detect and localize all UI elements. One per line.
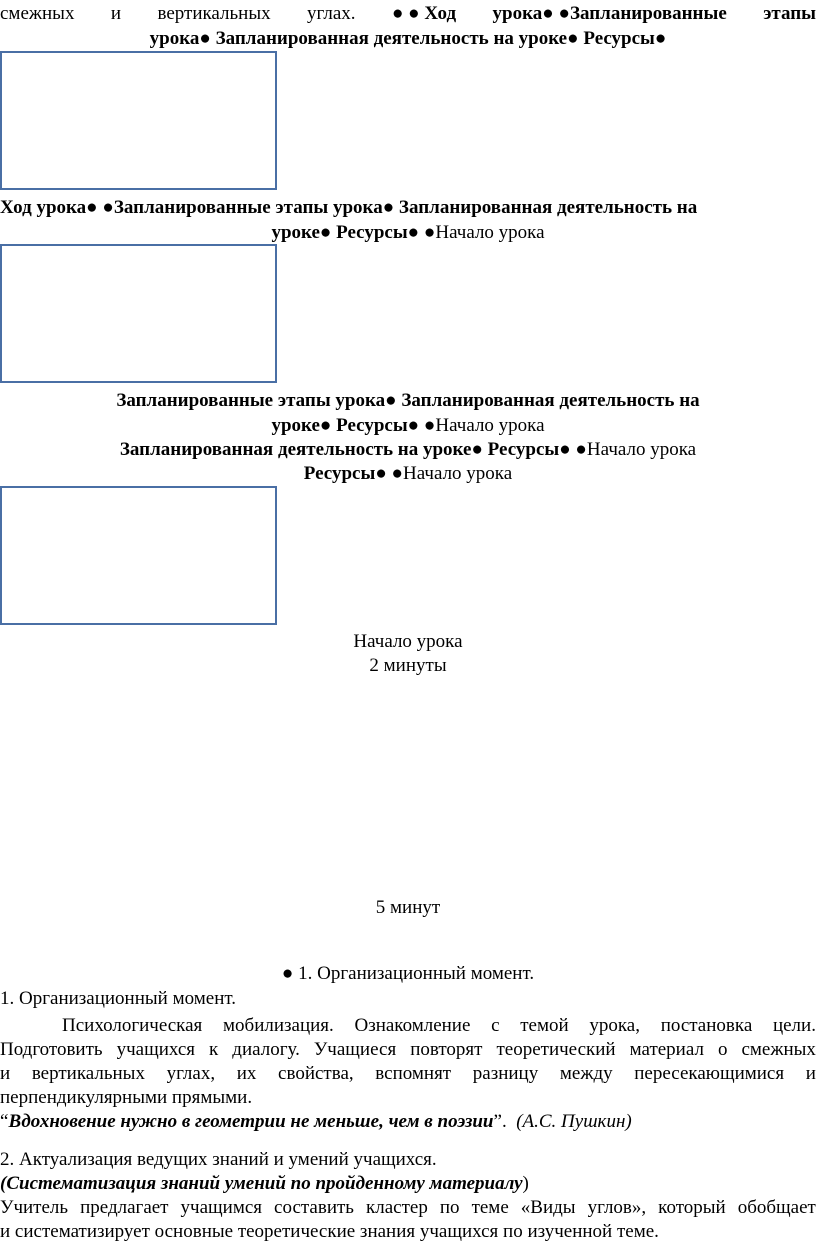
word: и bbox=[805, 1063, 816, 1084]
block3-bold: уроке● Ресурсы● ● bbox=[271, 415, 436, 436]
section-heading-2: 2. Актуализация ведущих знаний и умений учащихся. bbox=[0, 1149, 437, 1170]
section-subtitle bbox=[0, 1172, 816, 1196]
word: Ознакомление bbox=[354, 1015, 471, 1036]
header-line-2: урока● Запланированная деятельность на уроке● Ресурсы● bbox=[149, 28, 667, 49]
para1-line-4: перпендикулярными прямыми. bbox=[0, 1087, 253, 1108]
word: свойства, bbox=[278, 1063, 354, 1084]
para2-line-2: и систематизирует основные теоретические знания учащихся по изученной теме. bbox=[0, 1221, 659, 1242]
word: вспомнят bbox=[375, 1063, 452, 1084]
header-word: этапы bbox=[763, 3, 816, 24]
word: мобилизация. bbox=[223, 1015, 334, 1036]
word: к bbox=[209, 1039, 219, 1060]
word: разницу bbox=[472, 1063, 539, 1084]
word: учащихся bbox=[116, 1039, 196, 1060]
stage-bullet-item: ● 1. Организационный момент. bbox=[281, 963, 535, 984]
stage-duration-2: 5 минут bbox=[375, 897, 441, 918]
block3-bold: Ресурсы● ● bbox=[303, 463, 404, 484]
word: кластер bbox=[366, 1197, 428, 1218]
word: и bbox=[0, 1063, 11, 1084]
para1-line-1 bbox=[0, 1014, 816, 1038]
header-word: и bbox=[110, 3, 122, 24]
word: о bbox=[717, 1039, 728, 1060]
word: учащимся bbox=[180, 1197, 263, 1218]
quote-mark: “ bbox=[0, 1111, 9, 1132]
stage-duration-1: 2 минуты bbox=[369, 655, 447, 676]
word: Учитель bbox=[0, 1197, 69, 1218]
paren: ( bbox=[0, 1173, 7, 1194]
word: Подготовить bbox=[0, 1039, 103, 1060]
header-word: Ход bbox=[424, 3, 457, 24]
header-line-1 bbox=[0, 2, 816, 26]
word: Психологическая bbox=[62, 1015, 203, 1036]
word: который bbox=[658, 1197, 726, 1218]
word: материал bbox=[629, 1039, 704, 1060]
word: цели. bbox=[772, 1015, 816, 1036]
word: составить bbox=[274, 1197, 354, 1218]
image-placeholder-frame bbox=[0, 486, 277, 625]
block2-plain: Начало урока bbox=[435, 222, 545, 243]
stage-start: Начало урока bbox=[353, 631, 463, 652]
block3-plain: Начало урока bbox=[403, 463, 513, 484]
word: «Виды bbox=[520, 1197, 576, 1218]
block3-line-1: Запланированные этапы урока● Запланированная деятельность на bbox=[116, 390, 700, 411]
quote-mark: ”. bbox=[493, 1111, 507, 1132]
word: их bbox=[236, 1063, 257, 1084]
para1-line-2 bbox=[0, 1038, 816, 1062]
header-word: вертикальных bbox=[157, 3, 271, 24]
header-word: смежных bbox=[0, 3, 75, 24]
quote-author: (А.С. Пушкин) bbox=[516, 1111, 632, 1132]
epigraph-quote bbox=[0, 1110, 816, 1134]
word: между bbox=[559, 1063, 613, 1084]
word: предлагает bbox=[80, 1197, 169, 1218]
word: по bbox=[439, 1197, 460, 1218]
para1-line-3 bbox=[0, 1062, 816, 1086]
block3-line-2 bbox=[0, 414, 816, 438]
word: обобщает bbox=[737, 1197, 816, 1218]
header-word: урока● ●Запланированные bbox=[492, 3, 727, 24]
block3-plain: Начало урока bbox=[586, 439, 697, 460]
paren: ) bbox=[522, 1173, 529, 1194]
image-placeholder-frame bbox=[0, 244, 277, 383]
quote-text: Вдохновение нужно в геометрии не меньше, чем в поэзии bbox=[8, 1111, 494, 1132]
word: пересекающимися bbox=[634, 1063, 785, 1084]
word: повторят bbox=[410, 1039, 483, 1060]
header-word: углах. bbox=[307, 3, 356, 24]
word: диалогу. bbox=[232, 1039, 300, 1060]
para2-line-1 bbox=[0, 1196, 816, 1220]
word: теоретический bbox=[496, 1039, 616, 1060]
word: углов», bbox=[587, 1197, 647, 1218]
block3-bold: Запланированная деятельность на уроке● Ресурсы● ● bbox=[119, 439, 587, 460]
word: с bbox=[491, 1015, 500, 1036]
word: урока, bbox=[589, 1015, 640, 1036]
block2-line-1: Ход урока● ●Запланированные этапы урока● Запланированная деятельность на bbox=[0, 197, 698, 218]
image-placeholder-frame bbox=[0, 51, 277, 190]
word: постановка bbox=[660, 1015, 753, 1036]
word: вертикальных bbox=[31, 1063, 145, 1084]
block2-bold: уроке● Ресурсы● ● bbox=[271, 222, 436, 243]
subtitle-text: Систематизация знаний умений по пройденному материалу bbox=[6, 1173, 523, 1194]
word: смежных bbox=[741, 1039, 816, 1060]
section-heading-1: 1. Организационный момент. bbox=[0, 988, 236, 1009]
block3-plain: Начало урока bbox=[435, 415, 545, 436]
word: углах, bbox=[166, 1063, 216, 1084]
block3-line-4 bbox=[0, 462, 816, 486]
word: Учащиеся bbox=[313, 1039, 397, 1060]
block2-line-2 bbox=[0, 221, 816, 245]
word: темой bbox=[520, 1015, 569, 1036]
header-bullets: ● ● bbox=[391, 3, 420, 24]
word: теме bbox=[471, 1197, 509, 1218]
block3-line-3 bbox=[0, 438, 816, 462]
